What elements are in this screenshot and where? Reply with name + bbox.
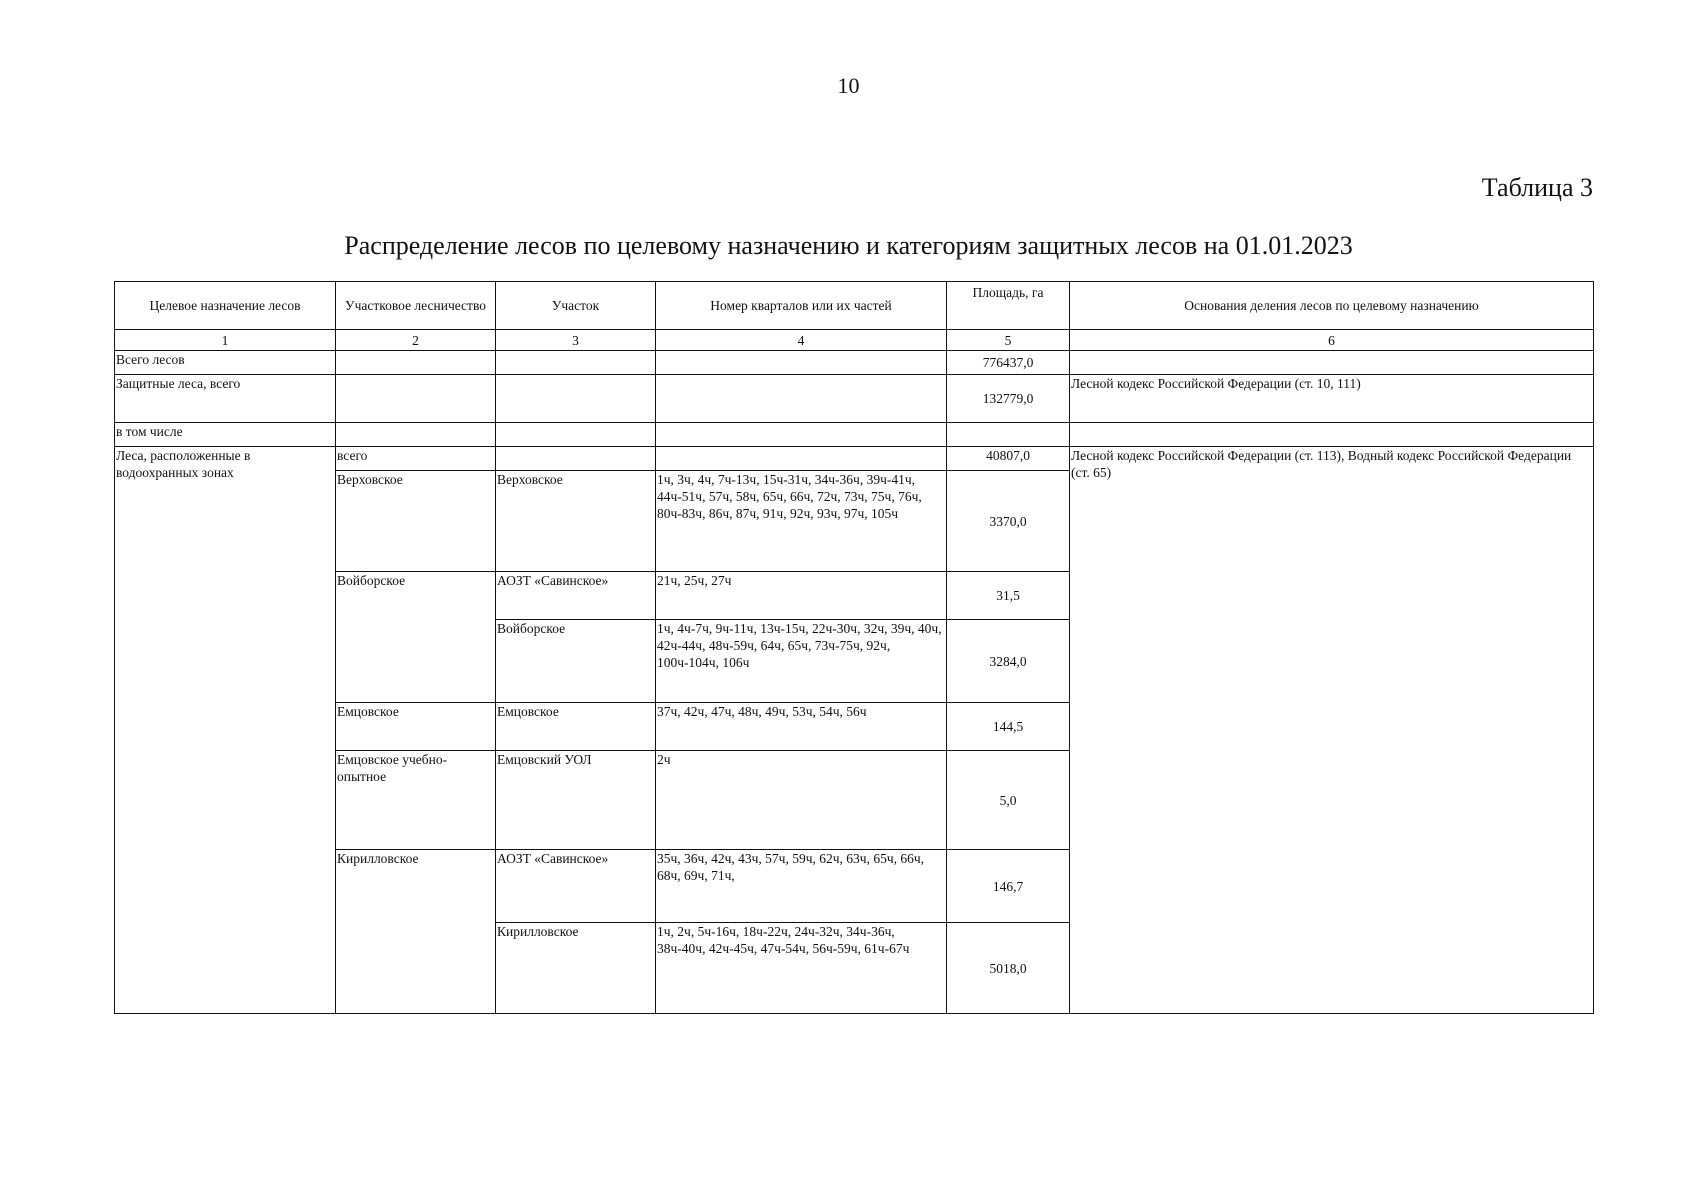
empty-cell	[1070, 423, 1594, 447]
section-cell: Верховское	[496, 471, 656, 572]
section-cell: Войборское	[496, 620, 656, 703]
table-row	[115, 423, 1594, 447]
quarters-cell: 1ч, 4ч-7ч, 9ч-11ч, 13ч-15ч, 22ч-30ч, 32ч, 39ч, 40ч, 42ч-44ч, 48ч-59ч, 64ч, 65ч, 73ч-75ч, 92ч, 100ч-104ч, 106ч	[656, 620, 947, 703]
column-index: 3	[496, 330, 656, 351]
empty-cell	[496, 375, 656, 423]
empty-cell	[947, 423, 1070, 447]
header-purpose: Целевое назначение лесов	[115, 282, 336, 330]
column-index: 6	[1070, 330, 1594, 351]
quarters-cell: 37ч, 42ч, 47ч, 48ч, 49ч, 53ч, 54ч, 56ч	[656, 703, 947, 751]
purpose-cell: Леса, расположенные в водоохранных зонах	[115, 447, 336, 1014]
empty-cell	[496, 423, 656, 447]
purpose-cell: в том числе	[115, 423, 336, 447]
purpose-cell: Всего лесов	[115, 351, 336, 375]
header-forestry: Участковое лесничество	[336, 282, 496, 330]
table-row	[115, 351, 1594, 375]
empty-cell	[656, 351, 947, 375]
empty-cell	[336, 351, 496, 375]
quarters-cell: 1ч, 2ч, 5ч-16ч, 18ч-22ч, 24ч-32ч, 34ч-36ч, 38ч-40ч, 42ч-45ч, 47ч-54ч, 56ч-59ч, 61ч-67ч	[656, 923, 947, 1014]
purpose-cell: Защитные леса, всего	[115, 375, 336, 423]
area-cell: 3370,0	[947, 471, 1070, 572]
area-cell: 144,5	[947, 703, 1070, 751]
empty-cell	[336, 375, 496, 423]
quarters-cell: 21ч, 25ч, 27ч	[656, 572, 947, 620]
quarters-cell: 1ч, 3ч, 4ч, 7ч-13ч, 15ч-31ч, 34ч-36ч, 39ч-41ч, 44ч-51ч, 57ч, 58ч, 65ч, 66ч, 72ч, 73ч, 75ч, 76ч, 80ч-83ч, 86ч, 87ч, 91ч, 92ч, 93ч, 97ч, 105ч	[656, 471, 947, 572]
empty-cell	[1070, 351, 1594, 375]
header-area: Площадь, га	[947, 282, 1070, 330]
column-index: 5	[947, 330, 1070, 351]
area-cell: 31,5	[947, 572, 1070, 620]
table-row	[115, 375, 1594, 423]
column-index-row	[115, 330, 1594, 351]
area-cell: 146,7	[947, 850, 1070, 923]
forestry-cell: Верховское	[336, 471, 496, 572]
area-cell: 5,0	[947, 751, 1070, 850]
forestry-cell: Войборское	[336, 572, 496, 703]
column-index: 2	[336, 330, 496, 351]
column-index: 4	[656, 330, 947, 351]
empty-cell	[496, 447, 656, 471]
column-index: 1	[115, 330, 336, 351]
section-cell: Кирилловское	[496, 923, 656, 1014]
header-basis: Основания деления лесов по целевому назначению	[1070, 282, 1594, 330]
section-cell: АОЗТ «Савинское»	[496, 572, 656, 620]
basis-cell: Лесной кодекс Российской Федерации (ст. 10, 111)	[1070, 375, 1594, 423]
area-cell: 40807,0	[947, 447, 1070, 471]
quarters-cell: 35ч, 36ч, 42ч, 43ч, 57ч, 59ч, 62ч, 63ч, 65ч, 66ч, 68ч, 69ч, 71ч,	[656, 850, 947, 923]
quarters-cell: 2ч	[656, 751, 947, 850]
area-cell: 776437,0	[947, 351, 1070, 375]
empty-cell	[496, 351, 656, 375]
section-cell: АОЗТ «Савинское»	[496, 850, 656, 923]
forestry-cell: Емцовское учебно-опытное	[336, 751, 496, 850]
forestry-cell: Кирилловское	[336, 850, 496, 1014]
section-cell: Емцовский УОЛ	[496, 751, 656, 850]
empty-cell	[656, 447, 947, 471]
empty-cell	[656, 375, 947, 423]
header-section: Участок	[496, 282, 656, 330]
document-title: Распределение лесов по целевому назначению и категориям защитных лесов на 01.01.2023	[344, 231, 1353, 260]
header-quarters: Номер кварталов или их частей	[656, 282, 947, 330]
forestry-cell: Емцовское	[336, 703, 496, 751]
table-label: Таблица 3	[1481, 173, 1593, 202]
forestry-cell: всего	[336, 447, 496, 471]
empty-cell	[656, 423, 947, 447]
area-cell: 3284,0	[947, 620, 1070, 703]
basis-cell: Лесной кодекс Российской Федерации (ст. 113), Водный кодекс Российской Федерации (ст. 65)	[1070, 447, 1594, 1014]
area-cell: 132779,0	[947, 375, 1070, 423]
forest-distribution-table	[114, 281, 1594, 1014]
area-cell: 5018,0	[947, 923, 1070, 1014]
empty-cell	[336, 423, 496, 447]
section-cell: Емцовское	[496, 703, 656, 751]
table-row	[115, 447, 1594, 471]
table-header-row	[115, 282, 1594, 330]
page-number: 10	[837, 73, 860, 98]
